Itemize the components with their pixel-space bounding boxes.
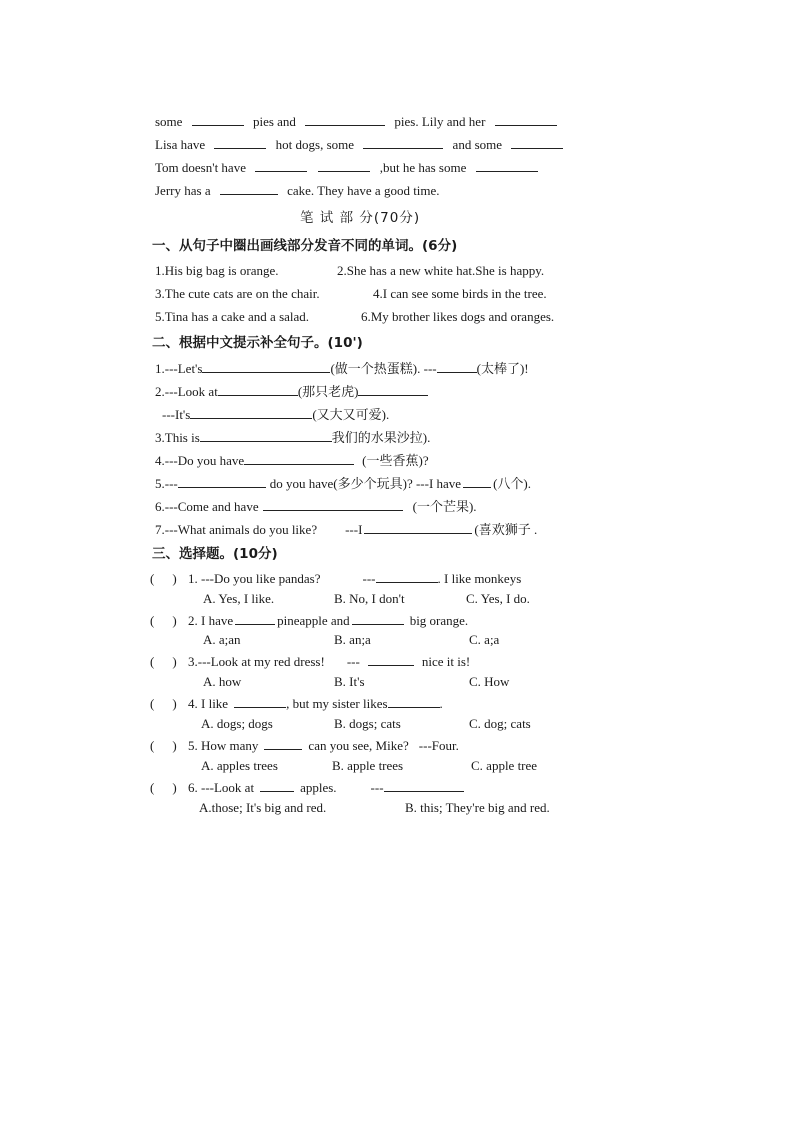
option-c[interactable]: C. dog; cats: [469, 716, 531, 731]
hint-text: (做一个热蛋糕). ---: [330, 361, 437, 376]
question-text: nice it is!: [421, 654, 471, 669]
part1-heading: 一、从句子中圈出画线部分发音不同的单词。(6分): [152, 238, 458, 254]
blank-field[interactable]: [220, 182, 278, 195]
blank-field[interactable]: [384, 779, 464, 792]
option-c[interactable]: C. Yes, I do.: [466, 591, 530, 606]
blank-field[interactable]: [476, 159, 538, 172]
blank-field[interactable]: [190, 406, 312, 419]
option-c[interactable]: C. apple tree: [471, 758, 538, 773]
question-text: can you see, Mike?: [308, 738, 409, 753]
story-text: some: [155, 114, 183, 129]
hint-text: (喜欢狮子 .: [474, 522, 538, 537]
blank-field[interactable]: [218, 383, 298, 396]
blank-field[interactable]: [255, 159, 307, 172]
item-text: 4.---Do you have: [155, 453, 245, 468]
option-b[interactable]: B. an;a: [334, 632, 371, 647]
part1-item: 5.Tina has a cake and a salad.: [155, 309, 310, 324]
choice-question: [150, 653, 470, 670]
story-line-4: [155, 182, 440, 199]
hint-text: do you have(多少个玩具)? ---I have: [269, 476, 462, 491]
option-a[interactable]: A.those; It's big and red.: [199, 800, 327, 815]
question-text: 2. I have: [188, 613, 234, 628]
blank-field[interactable]: [352, 612, 404, 625]
blank-field[interactable]: [368, 653, 414, 666]
part2-item: [155, 498, 477, 515]
option-c[interactable]: C. How: [469, 674, 510, 689]
question-text: pineapple and: [277, 613, 350, 628]
blank-field[interactable]: [192, 113, 244, 126]
part3-heading: 三、选择题。(10分): [152, 546, 278, 562]
hint-text: (那只老虎): [297, 384, 359, 399]
blank-field[interactable]: [495, 113, 557, 126]
option-c[interactable]: C. a;a: [469, 632, 500, 647]
part1-item: 3.The cute cats are on the chair.: [155, 286, 320, 301]
choice-question: [150, 695, 443, 712]
blank-field[interactable]: [388, 695, 440, 708]
story-text: Lisa have: [155, 137, 206, 152]
story-text: pies. Lily and her: [394, 114, 486, 129]
item-text: 1.---Let's: [155, 361, 203, 376]
blank-field[interactable]: [511, 136, 563, 149]
blank-field[interactable]: [234, 695, 286, 708]
blank-field[interactable]: [263, 498, 403, 511]
blank-field[interactable]: [260, 779, 294, 792]
blank-field[interactable]: [305, 113, 385, 126]
section-title: 笔 试 部 分(70分): [300, 210, 421, 226]
story-line-2: [155, 136, 563, 153]
hint-text: (又大又可爱).: [312, 407, 390, 422]
question-text: apples.: [300, 780, 337, 795]
answer-bracket[interactable]: ( ): [150, 571, 177, 586]
question-text: .: [439, 696, 443, 711]
answer-bracket[interactable]: ( ): [150, 696, 177, 711]
hint-text: (八个).: [493, 476, 531, 491]
option-a[interactable]: A. dogs; dogs: [201, 716, 273, 731]
story-line-1: [155, 113, 557, 130]
story-text: Jerry has a: [155, 183, 211, 198]
part2-item: [155, 521, 537, 538]
blank-field[interactable]: [235, 612, 275, 625]
choice-question: [150, 570, 521, 587]
blank-field[interactable]: [463, 475, 491, 488]
question-text: 6. ---Look at: [188, 780, 255, 795]
blank-field[interactable]: [363, 136, 443, 149]
item-text: 3.This is: [155, 430, 200, 445]
option-b[interactable]: B. apple trees: [332, 758, 404, 773]
item-text: ---It's: [162, 407, 191, 422]
answer-bracket[interactable]: ( ): [150, 613, 177, 628]
item-text: 5.---: [155, 476, 178, 491]
story-line-3: [155, 159, 538, 176]
hint-text: ---I: [345, 522, 363, 537]
story-text: and some: [452, 137, 503, 152]
blank-field[interactable]: [200, 429, 332, 442]
option-b[interactable]: B. No, I don't: [334, 591, 405, 606]
story-text: Tom doesn't have: [155, 160, 246, 175]
question-text: ---: [346, 654, 360, 669]
option-b[interactable]: B. It's: [334, 674, 365, 689]
story-text: ,but he has some: [379, 160, 467, 175]
part2-heading: 二、根据中文提示补全句子。(10'): [152, 335, 363, 351]
part2-item: [155, 429, 430, 446]
question-text: ---: [362, 571, 376, 586]
story-text: cake. They have a good time.: [287, 183, 440, 198]
option-b[interactable]: B. dogs; cats: [334, 716, 401, 731]
item-text: 7.---What animals do you like?: [155, 522, 318, 537]
part1-item: 2.She has a new white hat.She is happy.: [337, 263, 545, 278]
blank-field[interactable]: [244, 452, 354, 465]
answer-bracket[interactable]: ( ): [150, 654, 177, 669]
part1-item: 4.I can see some birds in the tree.: [373, 286, 547, 301]
question-text: , but my sister likes: [286, 696, 388, 711]
story-text: pies and: [252, 114, 296, 129]
question-text: ---: [370, 780, 384, 795]
part2-item: [162, 406, 389, 423]
option-a[interactable]: A. apples trees: [201, 758, 278, 773]
choice-question: [150, 779, 464, 796]
question-text: 3.---Look at my red dress!: [188, 654, 325, 669]
blank-field[interactable]: [178, 475, 266, 488]
part1-item: 1.His big bag is orange.: [155, 263, 279, 278]
question-text: 4. I like: [188, 696, 229, 711]
question-text: 5. How many: [188, 738, 259, 753]
story-text: hot dogs, some: [275, 137, 355, 152]
item-text: 2.---Look at: [155, 384, 218, 399]
hint-text: (太棒了)!: [476, 361, 529, 376]
option-a[interactable]: A. a;an: [203, 632, 241, 647]
choice-question: [150, 612, 468, 629]
answer-bracket[interactable]: ( ): [150, 738, 177, 753]
blank-field[interactable]: [376, 570, 438, 583]
hint-text: 我们的水果沙拉).: [331, 430, 431, 445]
question-text: ---Four.: [418, 738, 459, 753]
choice-question: [150, 737, 459, 754]
part2-item: [155, 383, 428, 400]
blank-field[interactable]: [437, 360, 477, 373]
blank-field[interactable]: [202, 360, 330, 373]
blank-field[interactable]: [264, 737, 302, 750]
blank-field[interactable]: [364, 521, 472, 534]
part2-item: [155, 452, 429, 469]
question-text: . I like monkeys: [437, 571, 522, 586]
part2-item: [155, 475, 531, 492]
hint-text: (一些香蕉)?: [362, 453, 429, 468]
option-a[interactable]: A. how: [203, 674, 242, 689]
hint-text: (一个芒果).: [412, 499, 477, 514]
answer-bracket[interactable]: ( ): [150, 780, 177, 795]
option-a[interactable]: A. Yes, I like.: [203, 591, 275, 606]
question-text: 1. ---Do you like pandas?: [188, 571, 321, 586]
blank-field[interactable]: [214, 136, 266, 149]
option-b[interactable]: B. this; They're big and red.: [405, 800, 550, 815]
part2-item: [155, 360, 529, 377]
question-text: big orange.: [409, 613, 469, 628]
item-text: 6.---Come and have: [155, 499, 259, 514]
blank-field[interactable]: [318, 159, 370, 172]
part1-item: 6.My brother likes dogs and oranges.: [361, 309, 555, 324]
blank-field[interactable]: [358, 383, 428, 396]
